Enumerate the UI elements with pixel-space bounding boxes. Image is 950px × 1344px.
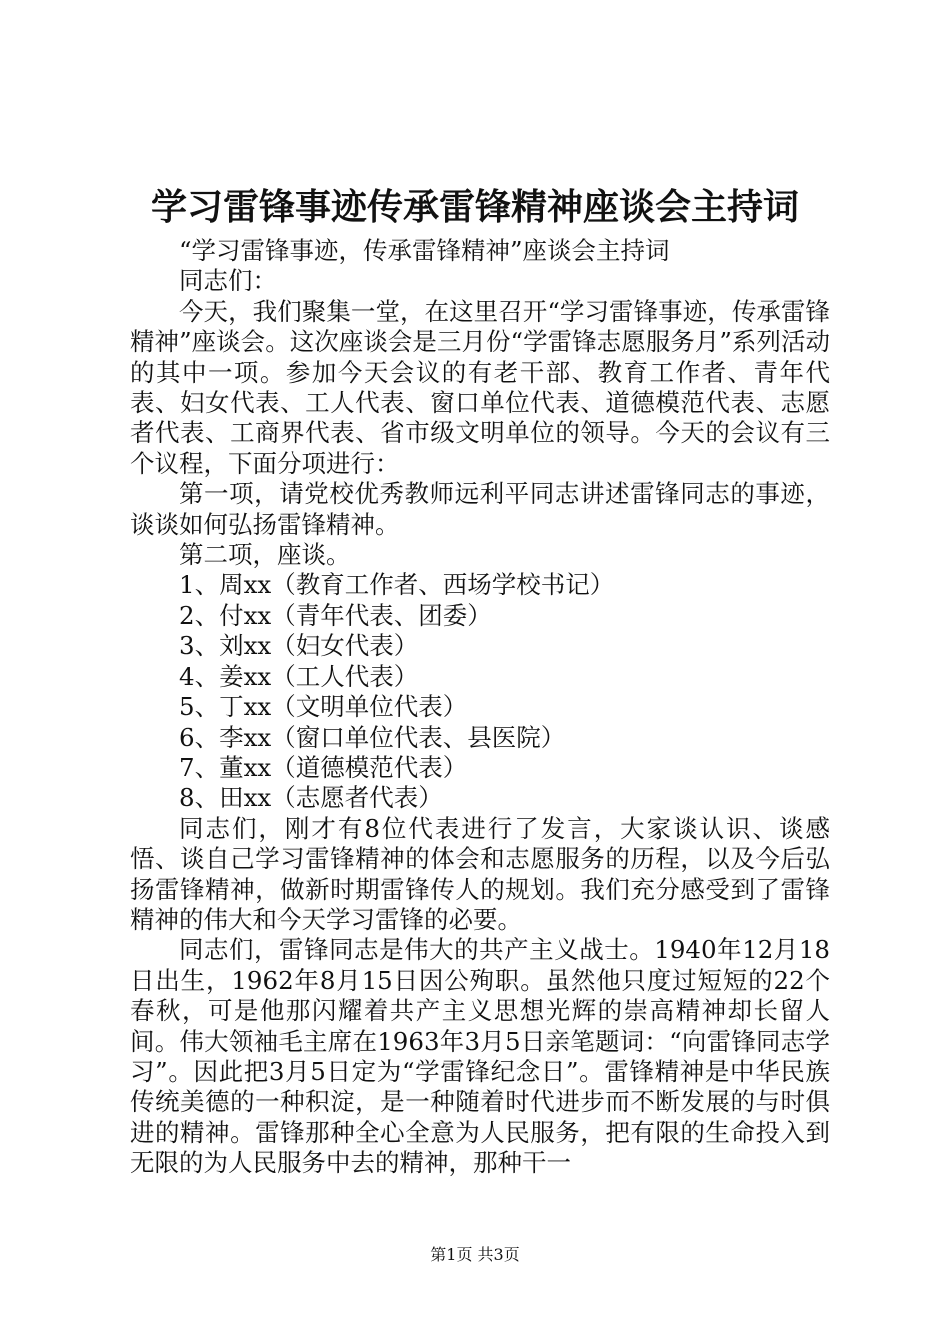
document-body — [130, 236, 830, 1179]
list-item: 1、周xx（教育工作者、西场学校书记） — [179, 570, 615, 600]
list-item: 5、丁xx（文明单位代表） — [179, 692, 468, 722]
list-item: 2、付xx（青年代表、团委） — [179, 600, 492, 630]
document-title: 学习雷锋事迹传承雷锋精神座谈会主持词 — [150, 187, 799, 228]
salutation-paragraph: 同志们： — [179, 266, 277, 296]
page-number: 第1页 共3页 — [430, 1245, 520, 1264]
list-item: 7、董xx（道德模范代表） — [179, 752, 468, 782]
list-item: 8、田xx（志愿者代表） — [179, 783, 443, 813]
body-paragraph: 同志们，雷锋同志是伟大的共产主义战士。1940年12月18日出生，1962年8月15日因公殉职。虽然他只度过短短的22个春秋，可是他那闪耀着共产主义思想光辉的崇高精神却长留人间。伟大领袖毛主席在1963年3月5日亲笔题词：“向雷锋同志学习”。因此把3月5日定为“学雷锋纪念日”。雷锋精神是中华民族传统美德的一种积淀，是一种随着时代进步而不断发展的与时俱进的精神。雷锋那种全心全意为人民服务，把有限的生命投入到无限的为人民服务中去的精神，那种干一 — [130, 935, 830, 1178]
list-item: 4、姜xx（工人代表） — [179, 661, 419, 691]
body-paragraph: 第一项，请党校优秀教师远利平同志讲述雷锋同志的事迹，谈谈如何弘扬雷锋精神。 — [130, 479, 830, 539]
body-paragraph: 同志们，刚才有8位代表进行了发言，大家谈认识、谈感悟、谈自己学习雷锋精神的体会和志愿服务的历程，以及今后弘扬雷锋精神，做新时期雷锋传人的规划。我们充分感受到了雷锋精神的伟大和今天学习雷锋的必要。 — [130, 813, 830, 934]
body-paragraph: 今天，我们聚集一堂，在这里召开“学习雷锋事迹，传承雷锋精神”座谈会。这次座谈会是三月份“学雷锋志愿服务月”系列活动的其中一项。参加今天会议的有老干部、教育工作者、青年代表、妇女代表、工人代表、窗口单位代表、道德模范代表、志愿者代表、工商界代表、省市级文明单位的领导。今天的会议有三个议程，下面分项进行： — [130, 296, 830, 478]
list-item: 3、刘xx（妇女代表） — [179, 631, 419, 661]
subtitle-paragraph: “学习雷锋事迹，传承雷锋精神”座谈会主持词 — [179, 236, 670, 265]
list-item: 6、李xx（窗口单位代表、县医院） — [179, 722, 566, 752]
body-paragraph: 第二项，座谈。 — [179, 540, 351, 570]
